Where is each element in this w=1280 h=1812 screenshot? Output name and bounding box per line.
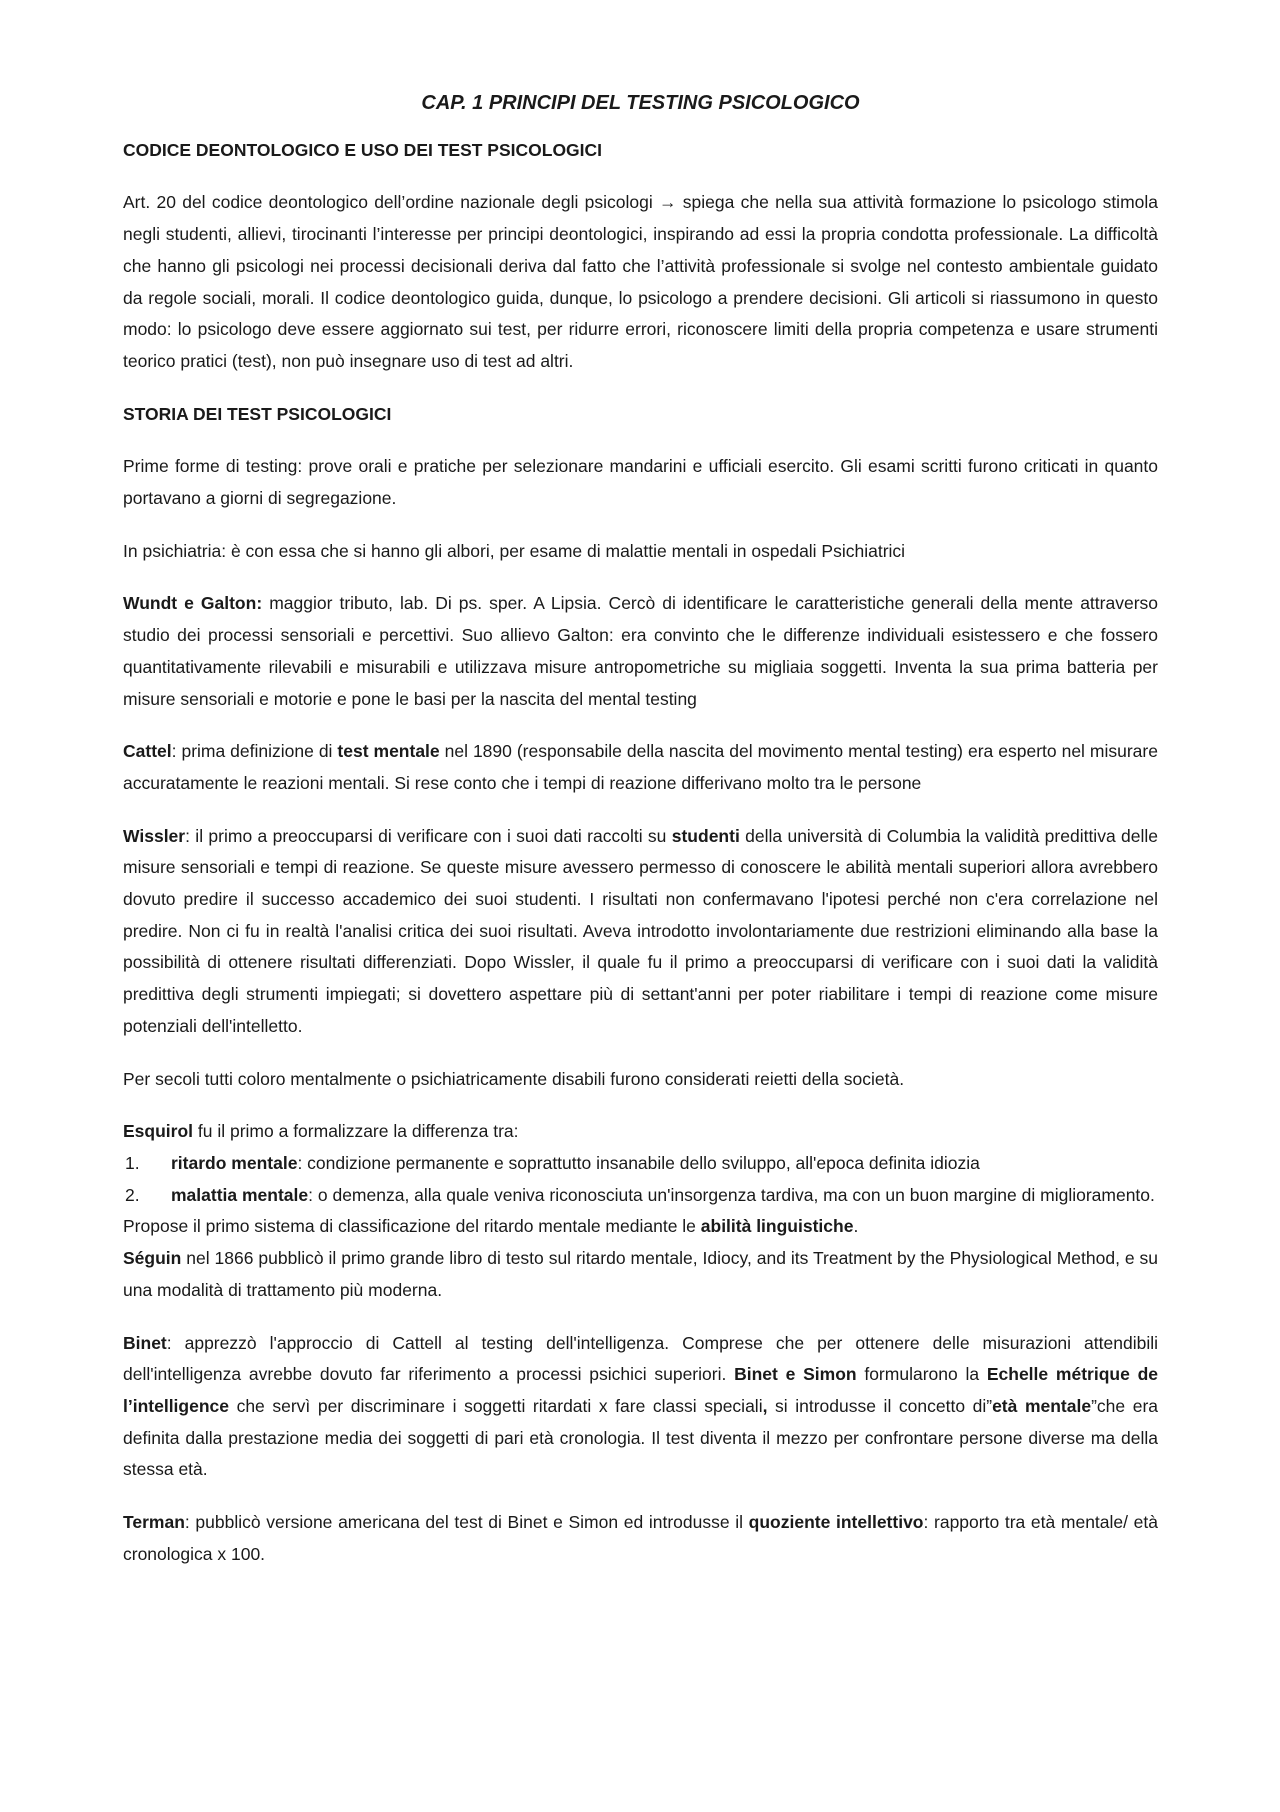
text-run: età mentale — [992, 1395, 1092, 1416]
paragraph-psichiatria — [123, 536, 1158, 568]
paragraph-prime-forme — [123, 451, 1158, 514]
text-run: : prima definizione di — [171, 741, 338, 762]
paragraph-wissler — [123, 821, 1158, 1043]
text-run: Per secoli tutti coloro mentalmente o psichiatricamente disabili furono considerati reietti della società. — [123, 1068, 905, 1089]
text-run: Cattel — [123, 741, 172, 762]
text-run: quoziente intellettivo — [748, 1512, 924, 1533]
text-run: della università di Columbia la validità predittiva delle misure sensoriali e tempi di reazione. Se queste misure avessero permesso di conoscere le abilità mentali superiori allora avrebbero dovuto predire il successo accademico dei suoi studenti. I risultati non confermavano l'ipotesi perché non c'era correlazione nel predire. Non ci fu in realtà l'analisi critica dei suoi risultati. Aveva introdotto involontariamente due restrizioni eliminando alla base la possibilità di ottenere risultati differenziati. Dopo Wissler, il quale fu il primo a preoccuparsi di verificare con i suoi dati la validità predittiva degli strumenti impiegati; si dovettero aspettare più di settant'anni per poter riabilitare i tempi di reazione come misure potenziali dell'intelletto. — [123, 825, 1158, 1036]
text-run: Binet e Simon — [734, 1364, 857, 1385]
list-marker: 1. — [125, 1152, 140, 1173]
text-run: : condizione permanente e soprattutto insanabile dello sviluppo, all'epoca definita idiozia — [297, 1152, 980, 1173]
text-run: Echelle métrique de l’intelligence — [123, 1364, 1158, 1416]
text-run: abilità linguistiche — [700, 1216, 854, 1237]
text-run: studenti — [671, 825, 740, 846]
text-run: : il primo a preoccuparsi di verificare con i suoi dati raccolti su — [185, 825, 672, 846]
text-run: maggior tributo, lab. Di ps. sper. A Lipsia. Cercò di identificare le caratteristiche generali della mente attraverso studio dei processi sensoriali e percettivi. Suo allievo Galton: era convinto che le differenze individuali esistessero e che fossero quantitativamente rilevabili e misurabili e utilizzava misure antropometriche su migliaia soggetti. Inventa la sua prima batteria per misure sensoriali e motorie e pone le basi per la nascita del mental testing — [123, 593, 1159, 709]
list-marker: 2. — [125, 1184, 140, 1205]
section-heading-codice: CODICE DEONTOLOGICO E USO DEI TEST PSICOLOGICI — [123, 139, 603, 160]
text-run: . — [853, 1216, 859, 1237]
text-run: Prime forme di testing: prove orali e pratiche per selezionare mandarini e ufficiali esercito. Gli esami scritti furono criticati in quanto portavano a giorni di segregazione. — [123, 456, 1158, 509]
text-run: Séguin — [123, 1248, 182, 1269]
list-item-text — [171, 1153, 980, 1173]
text-run: si introdusse il concetto di” — [767, 1395, 993, 1416]
text-run: fu il primo a formalizzare la differenza tra: — [193, 1121, 519, 1142]
text-run: Art. 20 del codice deontologico dell’ordine nazionale degli psicologi — [123, 192, 660, 213]
text-run: nel 1890 (responsabile della nascita del movimento mental testing) era esperto nel misurare accuratamente le reazioni mentali. Si rese conto che i tempi di reazione differivano molto tra le persone — [123, 741, 1158, 793]
esquirol-list — [123, 1148, 1158, 1211]
paragraph-cattel — [123, 736, 1158, 799]
text-run: che servì per discriminare i soggetti ritardati x fare classi speciali — [229, 1395, 763, 1416]
text-run: Terman — [123, 1512, 185, 1533]
text-run: In psichiatria: è con essa che si hanno gli albori, per esame di malattie mentali in ospedali Psichiatrici — [123, 540, 906, 561]
paragraph-propose — [123, 1211, 1158, 1243]
text-run: malattia mentale — [171, 1184, 309, 1205]
text-run: : rapporto tra età mentale/ età cronologica x 100. — [123, 1512, 1158, 1564]
paragraph-art20 — [123, 187, 1158, 377]
text-run: : apprezzò l'approccio di Cattell al testing dell'intelligenza. Comprese che per ottenere delle misurazioni attendibili dell'intelligenza avrebbe dovuto far riferimento a processi psichici superiori. — [123, 1332, 1158, 1385]
paragraph-terman — [123, 1507, 1158, 1570]
text-run: , — [762, 1395, 768, 1416]
text-run: Binet — [123, 1332, 167, 1353]
paragraph-binet — [123, 1328, 1158, 1487]
text-run: Wissler — [123, 825, 186, 846]
text-run: Esquirol — [123, 1121, 194, 1142]
text-run: Propose il primo sistema di classificazione del ritardo mentale mediante le — [123, 1216, 701, 1237]
paragraph-esquirol — [123, 1116, 1158, 1148]
section-heading-storia: STORIA DEI TEST PSICOLOGICI — [123, 403, 392, 424]
list-item-ritardo-mentale — [123, 1148, 1158, 1180]
text-run: : o demenza, alla quale veniva riconosciuta un'insorgenza tardiva, ma con un buon margine di miglioramento. — [308, 1184, 1155, 1205]
text-run: test mentale — [337, 741, 440, 762]
text-run: ”che era definita dalla prestazione media dei soggetti di pari età cronologia. Il test diventa il mezzo per confrontare persone diverse ma della stessa età. — [123, 1395, 1158, 1480]
text-run: Wundt e Galton: — [123, 593, 263, 614]
text-run: : pubblicò versione americana del test di Binet e Simon ed introdusse il — [184, 1512, 749, 1533]
right-arrow-icon: → — [659, 192, 677, 213]
list-item-malattia-mentale — [123, 1180, 1158, 1212]
paragraph-seguin — [123, 1243, 1158, 1306]
paragraph-wundt-galton — [123, 588, 1158, 715]
page-title: CAP. 1 PRINCIPI DEL TESTING PSICOLOGICO — [421, 92, 860, 114]
paragraph-per-secoli — [123, 1064, 1158, 1096]
text-run: nel 1866 pubblicò il primo grande libro di testo sul ritardo mentale, Idiocy, and its Treatment by the Physiological Method, e su una modalità di trattamento più moderna. — [123, 1248, 1158, 1300]
list-item-text — [171, 1185, 1155, 1205]
text-run: formularono la — [856, 1364, 987, 1385]
text-run: spiega che nella sua attività formazione lo psicologo stimola negli studenti, allievi, tirocinanti l’interesse per principi deontologici, inspirando ad essi la propria condotta professionale. La difficoltà che hanno gli psicologi nei processi decisionali deriva dal fatto che l’attività professionale si svolge nel contesto ambientale guidato da regole sociali, morali. Il codice deontologico guida, dunque, lo psicologo a prendere decisioni. Gli articoli si riassumono in questo modo: lo psicologo deve essere aggiornato sui test, per ridurre errori, riconoscere limiti della propria competenza e usare strumenti teorico pratici (test), non può insegnare uso di test ad altri. — [123, 192, 1158, 371]
text-run: ritardo mentale — [171, 1152, 298, 1173]
